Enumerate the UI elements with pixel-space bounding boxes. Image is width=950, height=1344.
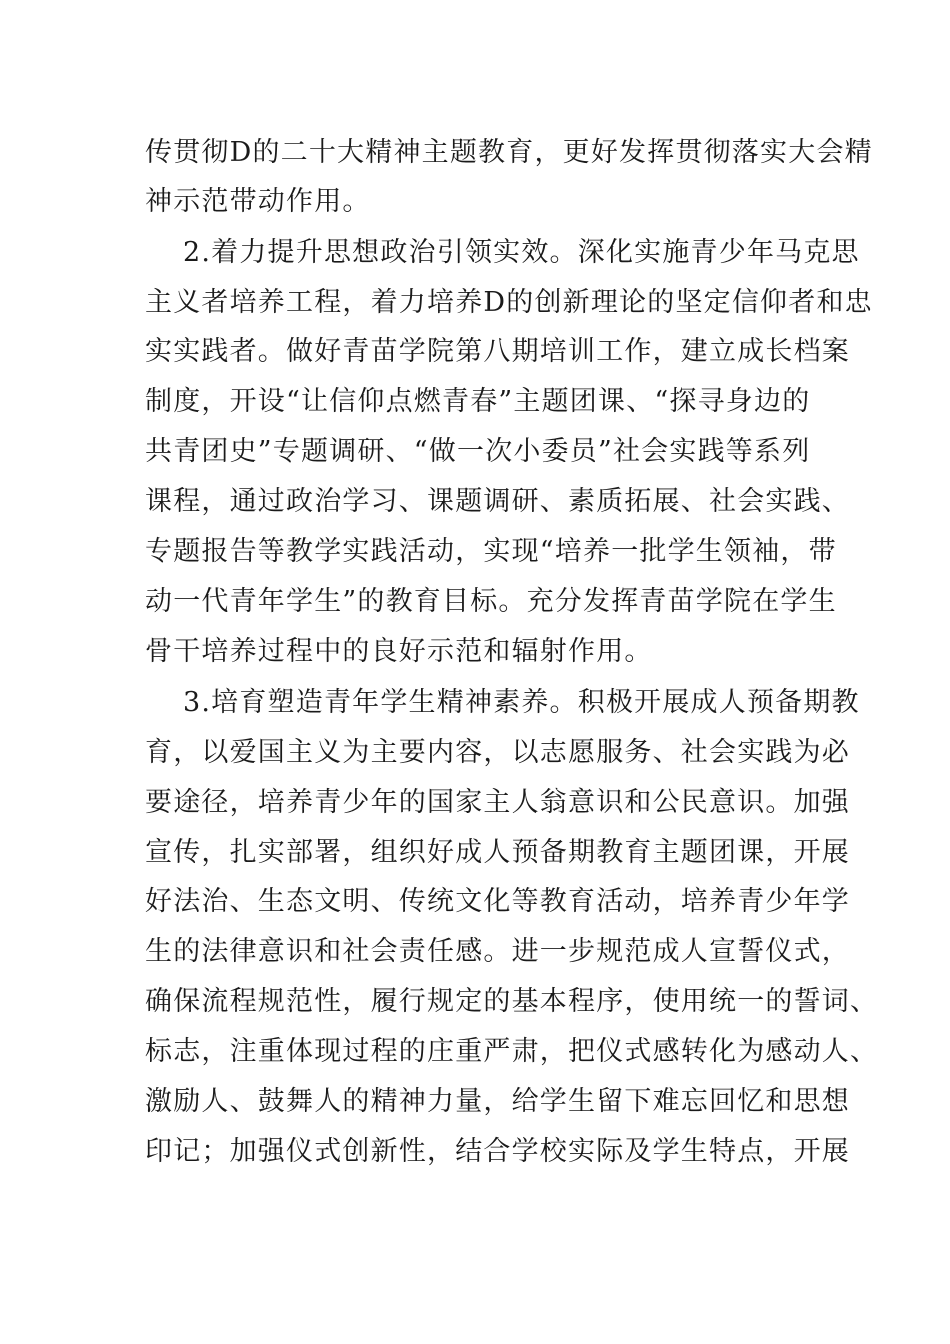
text-line: 激励人、鼓舞人的精神力量，给学生留下难忘回忆和思想: [145, 1086, 850, 1117]
text-line: 印记；加强仪式创新性，结合学校实际及学生特点，开展: [145, 1136, 850, 1167]
paragraph-3-start: 3.培育塑造青年学生精神素养。积极开展成人预备期教: [183, 687, 860, 718]
text-line: 传贯彻D的二十大精神主题教育，更好发挥贯彻落实大会精: [145, 137, 873, 168]
text-line: 宣传，扎实部署，组织好成人预备期教育主题团课，开展: [145, 837, 850, 868]
text-line: 实实践者。做好青苗学院第八期培训工作，建立成长档案: [145, 336, 850, 367]
text-line: 骨干培养过程中的良好示范和辐射作用。: [145, 636, 653, 667]
text-line: 课程，通过政治学习、课题调研、素质拓展、社会实践、: [145, 486, 850, 517]
text-line: 育，以爱国主义为主要内容，以志愿服务、社会实践为必: [145, 737, 850, 768]
text-line: 专题报告等教学实践活动，实现“培养一批学生领袖，带: [145, 536, 837, 567]
text-line: 共青团史”专题调研、“做一次小委员”社会实践等系列: [145, 436, 811, 467]
text-line: 标志，注重体现过程的庄重严肃，把仪式感转化为感动人、: [145, 1036, 879, 1067]
text-line: 确保流程规范性，履行规定的基本程序，使用统一的誓词、: [145, 986, 879, 1017]
paragraph-2-start: 2.着力提升思想政治引领实效。深化实施青少年马克思: [183, 237, 860, 268]
text-line: 动一代青年学生”的教育目标。充分发挥青苗学院在学生: [145, 586, 837, 617]
text-line: 主义者培养工程，着力培养D的创新理论的坚定信仰者和忠: [145, 287, 873, 318]
text-line: 制度，开设“让信仰点燃青春”主题团课、“探寻身边的: [145, 386, 811, 417]
text-line: 神示范带动作用。: [145, 186, 371, 217]
text-line: 要途径，培养青少年的国家主人翁意识和公民意识。加强: [145, 787, 850, 818]
text-line: 好法治、生态文明、传统文化等教育活动，培养青少年学: [145, 886, 850, 917]
text-line: 生的法律意识和社会责任感。进一步规范成人宣誓仪式，: [145, 936, 850, 967]
